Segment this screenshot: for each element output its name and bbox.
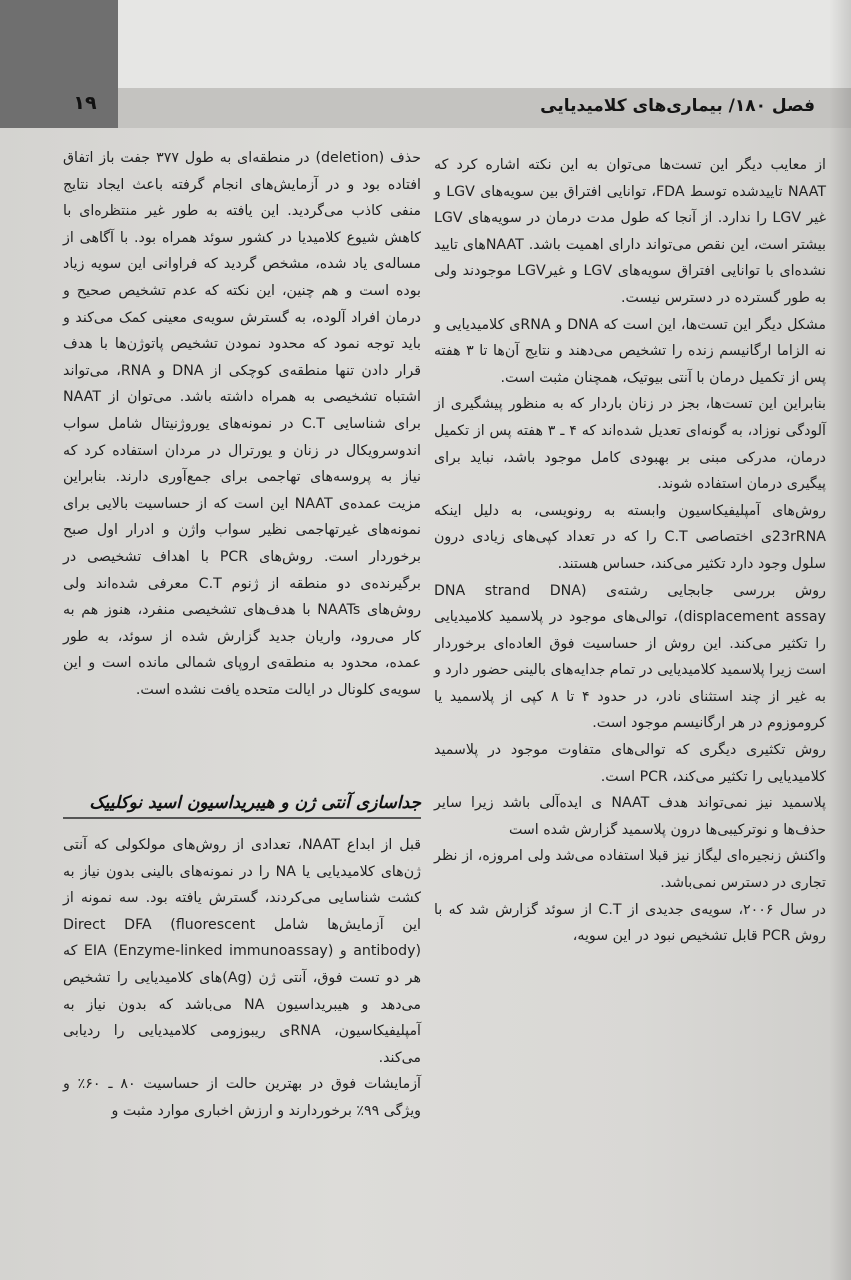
paragraph: روش‌های آمپلیفیکاسیون وابسته به رونویسی، به دلیل اینکه 23rRNAی اختصاصی C.T را که در تعداد کپی‌های زیادی درون سلول وجود دارد تکثیر می‌کند، حساس هستند. (434, 502, 826, 572)
paragraph: پلاسمید نیز نمی‌تواند هدف NAAT ‌ی ایده‌آلی باشد زیرا سایر حذف‌ها و نوترکیبی‌ها درون پلاسمید گزارش شده است (434, 795, 826, 838)
chapter-title: فصل ۱۸۰/ بیماری‌های کلامیدیایی (540, 96, 815, 116)
left-column-top (63, 145, 421, 703)
paragraph: قبل از ابداع NAAT، تعدادی از روش‌های مولکولی که آنتی ژن‌های کلامیدیایی یا NA را در نمونه‌های بالینی بدون نیاز به کشت شناسایی می‌کردند، گسترش یافته بود. سه نمونه از این آزمایش‌ها شامل Direct DFA (fluorescent antibody) و EIA (Enzyme-linked immunoassay) که هر دو تست فوق، آنتی ژن (Ag)های کلامیدیایی را تشخیص می‌دهد و هیبریداسیون NA می‌باشد که بدون نیاز به آمپلیفیکاسیون، RNAی ریبوزومی کلامیدیایی را ردیابی می‌کند. (63, 837, 422, 1066)
paragraph: حذف (deletion) در منطقه‌ای به طول ۳۷۷ جفت باز اتفاق افتاده بود و در آزمایش‌های انجام گرفته باعث ایجاد نتایج منفی کاذب می‌گردید. این یافته به طور غیر منتظره‌ای با کاهش شیوع کلامیدیا در کشور سوئد همراه بود. با آگاهی از مساله‌ی یاد شده، مشخص گردید که فراوانی این سویه زیاد بوده است و هم چنین، این نکته که عدم تشخیص صحیح و درمان افراد آلوده، به گسترش سویه‌ی معینی کمک می‌کند و باید توجه نمود که محدود نمودن تشخیص پاتوژن‌ها با هدف قرار دادن تنها منطقه‌ی کوچکی از DNA و RNA، می‌تواند اشتباه تشخیصی به همراه داشته باشد. می‌توان از NAAT برای شناسایی C.T در نمونه‌های یوروژنیتال شامل سواب اندوسرویکال در زنان و یورترال در مردان استفاده کرد که نیاز به پروسه‌های تهاجمی برای جمع‌آوری دارند. بنابراین مزیت عمده‌ی NAAT این است که از حساسیت بالایی برای نمونه‌های غیرتهاجمی نظیر سواب واژن و ادرار اول صبح برخوردار است. روش‌های PCR با اهداف تشخیصی در برگیرنده‌ی دو منطقه از ژنوم C.T معرفی شده‌اند ولی روش‌های NAATs با هدف‌های تشخیصی منفرد، هنوز هم به کار می‌رود، واریان جدید گزارش شده از سوئد، به طور عمده، محدود به منطقه‌ی اروپای شمالی مانده است و این سویه‌ی کلونال در ایالت متحده یافت نشده است. (63, 150, 421, 698)
section-heading: جداسازی آنتی ژن و هیبریداسیون اسید نوکلییک (63, 793, 421, 819)
paragraph: در سال ۲۰۰۶، سویه‌ی جدیدی از C.T از سوئد گزارش شد که با روش PCR قابل تشخیص نبود در این سویه، (434, 901, 826, 945)
paragraph: مشکل دیگر این تست‌ها، این است که DNA و RNAی کلامیدیایی و نه الزاما ارگانیسم زنده را تشخیص می‌دهند و نتایج آن‌ها تا ۳ هفته پس از تکمیل درمان با آنتی بیوتیک، همچنان مثبت است. (434, 316, 826, 386)
paragraph: واکنش زنجیره‌ای لیگاز نیز قبلا استفاده می‌شد ولی امروزه، از نظر تجاری در دسترس نمی‌باشد. (434, 848, 826, 892)
paragraph: آزمایشات فوق در بهترین حالت از حساسیت ۸۰ ـ ۶۰٪ و ویژگی ۹۹٪ برخوردارند و ارزش اخباری موارد مثبت و (63, 1076, 421, 1119)
header-light-strip (118, 0, 851, 88)
right-column (434, 152, 826, 950)
page-number: ۱۹ (73, 92, 97, 114)
page-edge-shadow (829, 0, 851, 1280)
paragraph: از معایب دیگر این تست‌ها می‌توان به این نکته اشاره کرد که NAAT تاییدشده توسط FDA، توانایی افتراق بین سویه‌های LGV و غیر LGV را ندارد. از آنجا که طول مدت درمان در سویه‌های LGV بیشتر است، این نقص می‌تواند دارای اهمیت باشد. NAATهای تایید نشده‌ای با توانایی افتراق سویه‌های LGV و غیرLGV موجودند ولی به طور گسترده در دسترس نیست. (434, 157, 827, 306)
left-column-bottom (63, 832, 421, 1125)
paragraph: بنابراین این تست‌ها، بجز در زنان باردار که به منظور پیشگیری از آلودگی نوزاد، به گونه‌ای تعدیل شده‌اند که ۴ ـ ۳ هفته پس از تکمیل درمان، مدرکی مبنی بر بهبودی کامل موجود باشد، نباید برای پیگیری درمان استفاده شوند. (434, 396, 826, 493)
paragraph: روش بررسی جابجایی رشته‌ی (DNA strand DNA displacement assay)، توالی‌های موجود در پلاسمید کلامیدیایی را تکثیر می‌کند. این روش از حساسیت فوق العاده‌ای برخوردار است زیرا پلاسمید کلامیدیایی در تمام جدایه‌های بالینی حضور دارد و به غیر از چند استثنای نادر، در حدود ۴ تا ۸ کپی از پلاسمید یا کروموزوم در هر ارگانیسم موجود است. (434, 582, 826, 732)
paragraph: روش تکثیری دیگری که توالی‌های متفاوت موجود در پلاسمید کلامیدیایی را تکثیر می‌کند، PCR است. (434, 742, 826, 785)
